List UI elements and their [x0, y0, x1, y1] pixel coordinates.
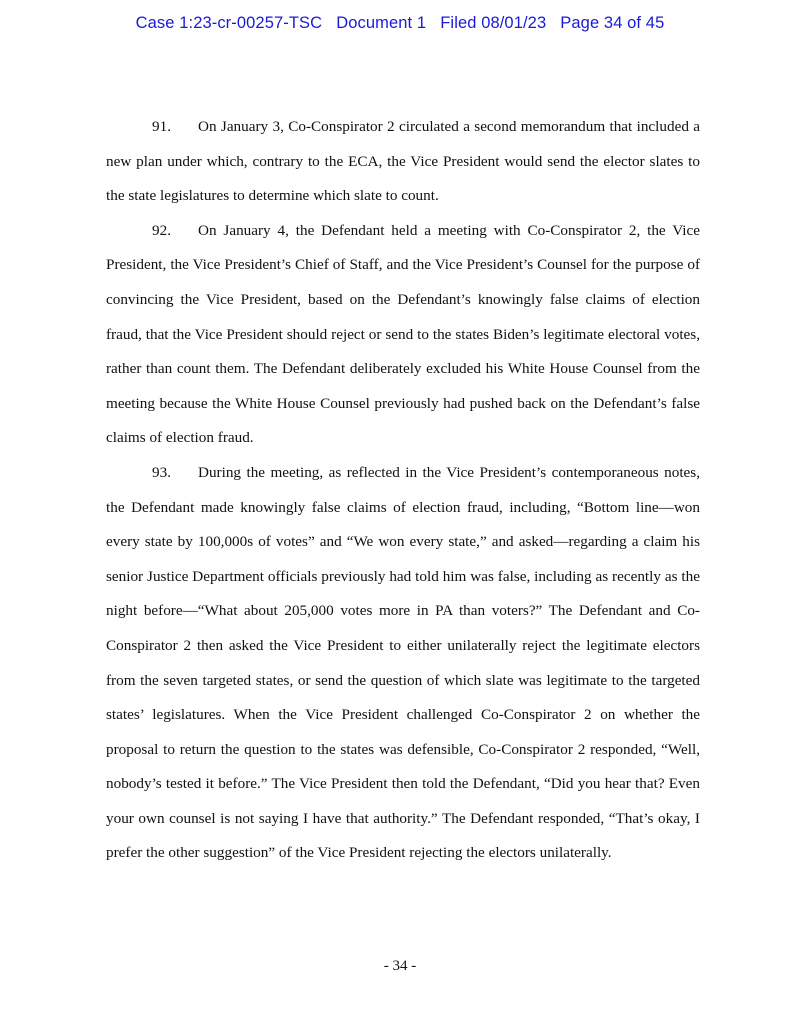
paragraph-number: 91. — [152, 118, 171, 135]
paragraph-number: 93. — [152, 463, 171, 481]
case-number: Case 1:23-cr-00257-TSC — [135, 14, 323, 32]
paragraph-92 — [106, 214, 700, 456]
paragraph-text: On January 4, the Defendant held a meeting with Co-Conspirator 2, the Vice President, the Vice President’s Chief of Staff, and the Vice President’s Counsel for the purpose of convincing the Vice President, based on the Defendant’s knowingly false claims of election fraud, that the Vice President should reject or send to the states Biden’s legitimate electoral votes, rather than count them. The Defendant deliberately excluded his White House Counsel from the meeting because the White House Counsel previously had pushed back on the Defendant’s false claims of election fraud. — [106, 221, 700, 447]
document-number: Document 1 — [336, 14, 427, 32]
document-body — [106, 110, 700, 871]
page-of-total: Page 34 of 45 — [560, 14, 665, 32]
paragraph-text: During the meeting, as reflected in the Vice President’s contemporaneous notes, the Defendant made knowingly false claims of election fraud, including, “Bottom line—won every state by 100,000s of votes” and “We won every state,” and asked—regarding a claim his senior Justice Department officials previously had told him was false, including as recently as the night before—“What about 205,000 votes more in PA than voters?” The Defendant and Co-Conspirator 2 then asked the Vice President to either unilaterally reject the legitimate electors from the seven targeted states, or send the question of which slate was legitimate to the targeted states’ legislatures. When the Vice President challenged Co-Conspirator 2 on whether the proposal to return the question to the states was defensible, Co-Conspirator 2 responded, “Well, nobody’s tested it before.” The Vice President then told the Defendant, “Did you hear that? Even your own counsel is not saying I have that authority.” The Defendant responded, “That’s okay, I prefer the other suggestion” of the Vice President rejecting the electors unilaterally. — [106, 463, 700, 862]
paragraph-number: 92. — [152, 221, 171, 239]
filed-date: Filed 08/01/23 — [440, 14, 547, 32]
court-filing-header — [0, 14, 800, 33]
page-number: - 34 - — [383, 958, 417, 974]
paragraph-text: On January 3, Co-Conspirator 2 circulated a second memorandum that included a new plan under which, contrary to the ECA, the Vice President would send the elector slates to the state legislatures to determine which slate to count. — [106, 118, 700, 205]
paragraph-91 — [106, 110, 700, 214]
paragraph-93 — [106, 456, 700, 871]
